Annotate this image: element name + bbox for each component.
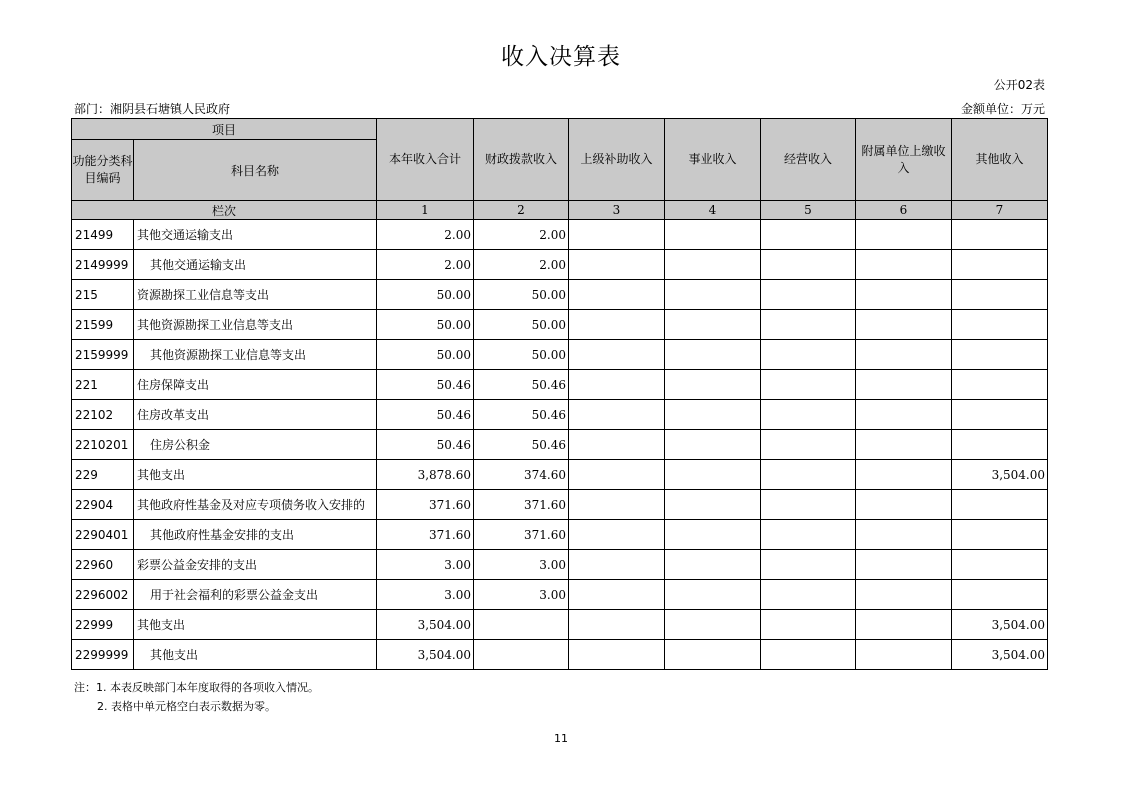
subject-name-cell: 彩票公益金安排的支出 [134, 550, 377, 580]
function-code-cell: 22960 [72, 550, 134, 580]
business-income-cell [665, 430, 761, 460]
operating-income-cell [761, 310, 856, 340]
operating-income-cell [761, 640, 856, 670]
superior-subsidy-cell [569, 460, 665, 490]
fiscal-income-cell: 2.00 [474, 220, 569, 250]
function-code-cell: 2149999 [72, 250, 134, 280]
business-income-cell [665, 220, 761, 250]
header-business-income: 事业收入 [665, 119, 761, 201]
affiliated-income-cell [856, 460, 952, 490]
column-number: 7 [952, 201, 1048, 220]
subject-name-cell: 其他支出 [134, 610, 377, 640]
other-income-cell: 3,504.00 [952, 640, 1048, 670]
function-code-cell: 2210201 [72, 430, 134, 460]
subject-name-cell: 资源勘探工业信息等支出 [134, 280, 377, 310]
function-code-cell: 2296002 [72, 580, 134, 610]
operating-income-cell [761, 400, 856, 430]
table-row [72, 340, 1048, 370]
other-income-cell [952, 310, 1048, 340]
business-income-cell [665, 610, 761, 640]
column-number: 5 [761, 201, 856, 220]
total-income-cell: 2.00 [377, 220, 474, 250]
business-income-cell [665, 580, 761, 610]
header-total-income: 本年收入合计 [377, 119, 474, 201]
header-affiliated-income: 附属单位上缴收入 [856, 119, 952, 201]
operating-income-cell [761, 610, 856, 640]
column-number: 1 [377, 201, 474, 220]
affiliated-income-cell [856, 490, 952, 520]
table-row [72, 430, 1048, 460]
table-row [72, 580, 1048, 610]
subject-name-cell: 其他支出 [134, 640, 377, 670]
table-row [72, 490, 1048, 520]
other-income-cell [952, 370, 1048, 400]
superior-subsidy-cell [569, 580, 665, 610]
function-code-cell: 2290401 [72, 520, 134, 550]
total-income-cell: 50.46 [377, 430, 474, 460]
table-row [72, 370, 1048, 400]
business-income-cell [665, 490, 761, 520]
fiscal-income-cell [474, 640, 569, 670]
subject-name-cell: 其他资源勘探工业信息等支出 [134, 310, 377, 340]
function-code-cell: 2159999 [72, 340, 134, 370]
business-income-cell [665, 250, 761, 280]
amount-unit-label: 金额单位：万元 [960, 102, 1045, 116]
fiscal-income-cell: 50.00 [474, 310, 569, 340]
column-number: 2 [474, 201, 569, 220]
fiscal-income-cell: 50.00 [474, 280, 569, 310]
other-income-cell [952, 490, 1048, 520]
total-income-cell: 2.00 [377, 250, 474, 280]
total-income-cell: 371.60 [377, 520, 474, 550]
operating-income-cell [761, 220, 856, 250]
total-income-cell: 50.00 [377, 280, 474, 310]
table-notes [74, 678, 319, 716]
business-income-cell [665, 460, 761, 490]
fiscal-income-cell [474, 610, 569, 640]
superior-subsidy-cell [569, 340, 665, 370]
function-code-cell: 22102 [72, 400, 134, 430]
other-income-cell [952, 250, 1048, 280]
total-income-cell: 3.00 [377, 550, 474, 580]
business-income-cell [665, 550, 761, 580]
business-income-cell [665, 370, 761, 400]
total-income-cell: 50.00 [377, 340, 474, 370]
affiliated-income-cell [856, 250, 952, 280]
superior-subsidy-cell [569, 220, 665, 250]
form-number: 公开02表 [993, 78, 1045, 92]
business-income-cell [665, 340, 761, 370]
affiliated-income-cell [856, 340, 952, 370]
other-income-cell [952, 280, 1048, 310]
operating-income-cell [761, 580, 856, 610]
page-number: 11 [554, 732, 568, 745]
fiscal-income-cell: 371.60 [474, 490, 569, 520]
total-income-cell: 3,504.00 [377, 610, 474, 640]
note-1: 注：1. 本表反映部门本年度取得的各项收入情况。 [74, 681, 319, 694]
total-income-cell: 3.00 [377, 580, 474, 610]
operating-income-cell [761, 460, 856, 490]
total-income-cell: 371.60 [377, 490, 474, 520]
other-income-cell [952, 520, 1048, 550]
table-row [72, 400, 1048, 430]
total-income-cell: 3,504.00 [377, 640, 474, 670]
superior-subsidy-cell [569, 400, 665, 430]
operating-income-cell [761, 520, 856, 550]
fiscal-income-cell: 3.00 [474, 550, 569, 580]
fiscal-income-cell: 2.00 [474, 250, 569, 280]
superior-subsidy-cell [569, 370, 665, 400]
table-row [72, 280, 1048, 310]
operating-income-cell [761, 250, 856, 280]
total-income-cell: 50.00 [377, 310, 474, 340]
column-number: 3 [569, 201, 665, 220]
superior-subsidy-cell [569, 430, 665, 460]
superior-subsidy-cell [569, 610, 665, 640]
fiscal-income-cell: 371.60 [474, 520, 569, 550]
total-income-cell: 50.46 [377, 370, 474, 400]
superior-subsidy-cell [569, 640, 665, 670]
subject-name-cell: 其他政府性基金安排的支出 [134, 520, 377, 550]
business-income-cell [665, 520, 761, 550]
function-code-cell: 21599 [72, 310, 134, 340]
header-operating-income: 经营收入 [761, 119, 856, 201]
fiscal-income-cell: 50.46 [474, 400, 569, 430]
header-subject-name: 科目名称 [134, 140, 377, 201]
page-title: 收入决算表 [501, 44, 621, 70]
function-code-cell: 2299999 [72, 640, 134, 670]
superior-subsidy-cell [569, 250, 665, 280]
other-income-cell [952, 340, 1048, 370]
fiscal-income-cell: 50.46 [474, 370, 569, 400]
department-label: 部门：湘阴县石塘镇人民政府 [74, 102, 231, 116]
superior-subsidy-cell [569, 550, 665, 580]
total-income-cell: 50.46 [377, 400, 474, 430]
function-code-cell: 21499 [72, 220, 134, 250]
business-income-cell [665, 310, 761, 340]
fiscal-income-cell: 50.00 [474, 340, 569, 370]
business-income-cell [665, 640, 761, 670]
header-fiscal-income: 财政拨款收入 [474, 119, 569, 201]
column-number: 6 [856, 201, 952, 220]
affiliated-income-cell [856, 580, 952, 610]
other-income-cell [952, 550, 1048, 580]
table-row [72, 220, 1048, 250]
affiliated-income-cell [856, 550, 952, 580]
affiliated-income-cell [856, 400, 952, 430]
function-code-cell: 22999 [72, 610, 134, 640]
operating-income-cell [761, 280, 856, 310]
header-row-label: 栏次 [72, 201, 377, 220]
subject-name-cell: 住房公积金 [134, 430, 377, 460]
function-code-cell: 215 [72, 280, 134, 310]
table-row [72, 520, 1048, 550]
column-number: 4 [665, 201, 761, 220]
table-row [72, 310, 1048, 340]
table-row [72, 250, 1048, 280]
header-function-code: 功能分类科目编码 [72, 140, 134, 201]
operating-income-cell [761, 430, 856, 460]
subject-name-cell: 其他政府性基金及对应专项债务收入安排的 [134, 490, 377, 520]
function-code-cell: 221 [72, 370, 134, 400]
operating-income-cell [761, 490, 856, 520]
affiliated-income-cell [856, 610, 952, 640]
note-2: 2. 表格中单元格空白表示数据为零。 [97, 700, 276, 713]
affiliated-income-cell [856, 310, 952, 340]
function-code-cell: 22904 [72, 490, 134, 520]
fiscal-income-cell: 3.00 [474, 580, 569, 610]
other-income-cell [952, 400, 1048, 430]
fiscal-income-cell: 50.46 [474, 430, 569, 460]
affiliated-income-cell [856, 280, 952, 310]
other-income-cell: 3,504.00 [952, 460, 1048, 490]
other-income-cell: 3,504.00 [952, 610, 1048, 640]
other-income-cell [952, 580, 1048, 610]
table-row [72, 610, 1048, 640]
affiliated-income-cell [856, 430, 952, 460]
subject-name-cell: 其他交通运输支出 [134, 250, 377, 280]
header-project: 项目 [72, 119, 377, 140]
affiliated-income-cell [856, 640, 952, 670]
income-table [71, 118, 1048, 670]
subject-name-cell: 用于社会福利的彩票公益金支出 [134, 580, 377, 610]
other-income-cell [952, 220, 1048, 250]
subject-name-cell: 其他资源勘探工业信息等支出 [134, 340, 377, 370]
subject-name-cell: 住房改革支出 [134, 400, 377, 430]
total-income-cell: 3,878.60 [377, 460, 474, 490]
superior-subsidy-cell [569, 280, 665, 310]
affiliated-income-cell [856, 370, 952, 400]
table-row [72, 550, 1048, 580]
fiscal-income-cell: 374.60 [474, 460, 569, 490]
operating-income-cell [761, 550, 856, 580]
business-income-cell [665, 400, 761, 430]
affiliated-income-cell [856, 520, 952, 550]
header-other-income: 其他收入 [952, 119, 1048, 201]
function-code-cell: 229 [72, 460, 134, 490]
table-row [72, 640, 1048, 670]
operating-income-cell [761, 340, 856, 370]
operating-income-cell [761, 370, 856, 400]
other-income-cell [952, 430, 1048, 460]
subject-name-cell: 住房保障支出 [134, 370, 377, 400]
table-row [72, 460, 1048, 490]
subject-name-cell: 其他交通运输支出 [134, 220, 377, 250]
superior-subsidy-cell [569, 490, 665, 520]
header-superior-subsidy: 上级补助收入 [569, 119, 665, 201]
subject-name-cell: 其他支出 [134, 460, 377, 490]
business-income-cell [665, 280, 761, 310]
superior-subsidy-cell [569, 520, 665, 550]
superior-subsidy-cell [569, 310, 665, 340]
affiliated-income-cell [856, 220, 952, 250]
